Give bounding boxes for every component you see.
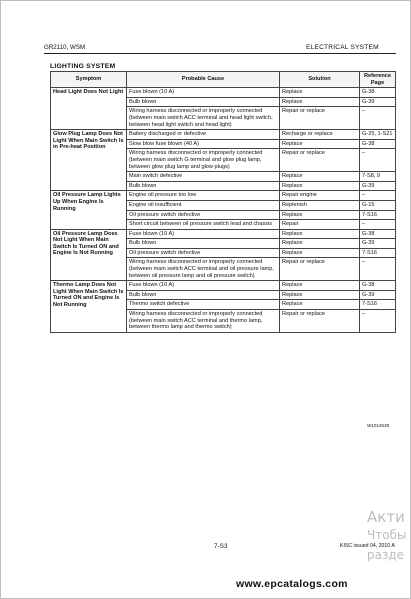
- solution-cell: Replace: [280, 210, 360, 220]
- reference-cell: –: [360, 220, 396, 230]
- symptom-cell: Oil Pressure Lamp Does Not Light When Main Switch Is Turned ON and Engine Is Not Running: [51, 229, 127, 281]
- section-title: LIGHTING SYSTEM: [50, 63, 116, 70]
- reference-cell: G-38: [360, 139, 396, 149]
- reference-cell: G-39: [360, 97, 396, 107]
- solution-cell: Replace: [280, 97, 360, 107]
- solution-cell: Repair or replace: [280, 258, 360, 281]
- table-row: [51, 229, 396, 239]
- cause-cell: Oil pressure switch defective: [127, 248, 280, 258]
- solution-cell: Replace: [280, 88, 360, 98]
- cause-cell: Battery discharged or defective: [127, 130, 280, 140]
- reference-cell: G-38: [360, 281, 396, 291]
- symptom-cell: Oil Pressure Lamp Lights Up When Engine Is Running: [51, 191, 127, 229]
- table-row: [51, 130, 396, 140]
- solution-cell: Recharge or replace: [280, 130, 360, 140]
- table-row: [51, 281, 396, 291]
- cause-cell: Bulb blown: [127, 181, 280, 191]
- header-section: ELECTRICAL SYSTEM: [306, 44, 379, 51]
- solution-cell: Replenish: [280, 200, 360, 210]
- cause-cell: Fuse blown (10 A): [127, 281, 280, 291]
- reference-cell: 7-S16: [360, 248, 396, 258]
- solution-cell: Replace: [280, 248, 360, 258]
- cause-cell: Bulb blown: [127, 97, 280, 107]
- watermark-line: разде: [367, 548, 405, 562]
- cause-cell: Bulb blown: [127, 290, 280, 300]
- reference-cell: –: [360, 107, 396, 130]
- table-header-row: [51, 72, 396, 88]
- col-header-reference: Reference Page: [360, 72, 396, 88]
- reference-cell: –: [360, 191, 396, 201]
- cause-cell: Engine oil pressure too low: [127, 191, 280, 201]
- solution-cell: Replace: [280, 139, 360, 149]
- reference-cell: G-25, 1-S21: [360, 130, 396, 140]
- reference-cell: G-39: [360, 239, 396, 249]
- troubleshooting-table: [50, 71, 396, 333]
- solution-cell: Replace: [280, 229, 360, 239]
- solution-cell: Repair or replace: [280, 107, 360, 130]
- cause-cell: Short circuit between oil pressure switch lead and chassis: [127, 220, 280, 230]
- issued-note: KISC issued 04, 2010 A: [340, 543, 395, 549]
- reference-cell: 7-S16: [360, 210, 396, 220]
- symptom-cell: Thermo Lamp Does Not Light When Main Switch Is Turned ON and Engine Is Not Running: [51, 281, 127, 333]
- reference-cell: G-39: [360, 181, 396, 191]
- watermark-line: Чтобы: [367, 528, 407, 542]
- cause-cell: Engine oil insufficient: [127, 200, 280, 210]
- col-header-cause: Probable Cause: [127, 72, 280, 88]
- cause-cell: Wiring harness disconnected or improperly connected (between main switch ACC terminal and head light switch, between head light switch and head light): [127, 107, 280, 130]
- solution-cell: Replace: [280, 181, 360, 191]
- cause-cell: Thermo switch defective: [127, 300, 280, 310]
- symptom-cell: Head Light Does Not Light: [51, 88, 127, 130]
- document-code: W1012630: [367, 423, 390, 428]
- reference-cell: G-38: [360, 88, 396, 98]
- solution-cell: Replace: [280, 239, 360, 249]
- cause-cell: Wiring harness disconnected or improperly connected (between main switch ACC terminal and thermo lamp, between thermo lamp and thermo switch): [127, 310, 280, 333]
- table-row: [51, 191, 396, 201]
- solution-cell: Repair engine: [280, 191, 360, 201]
- watermark-line: Акти: [367, 508, 405, 526]
- cause-cell: Bulb blown: [127, 239, 280, 249]
- header-model: GR2110, WSM: [44, 44, 86, 51]
- reference-cell: G-15: [360, 200, 396, 210]
- cause-cell: Oil pressure switch defective: [127, 210, 280, 220]
- solution-cell: Replace: [280, 172, 360, 182]
- solution-cell: Repair: [280, 220, 360, 230]
- reference-cell: –: [360, 258, 396, 281]
- reference-cell: –: [360, 310, 396, 333]
- reference-cell: G-39: [360, 290, 396, 300]
- page-number: 7-S3: [214, 543, 228, 550]
- cause-cell: Wiring harness disconnected or improperly connected (between main switch G terminal and glow plug lamp, between glow plug lamp and glow plugs): [127, 149, 280, 172]
- cause-cell: Fuse blown (10 A): [127, 229, 280, 239]
- reference-cell: 7-S16: [360, 300, 396, 310]
- solution-cell: Replace: [280, 281, 360, 291]
- solution-cell: Replace: [280, 300, 360, 310]
- reference-cell: 7-S8, 9: [360, 172, 396, 182]
- solution-cell: Replace: [280, 290, 360, 300]
- cause-cell: Fuse blown (10 A): [127, 88, 280, 98]
- header-rule: [44, 53, 396, 54]
- solution-cell: Repair or replace: [280, 149, 360, 172]
- col-header-solution: Solution: [280, 72, 360, 88]
- cause-cell: Wiring harness disconnected or improperly connected (between main switch ACC terminal and oil pressure lamp, between oil pressure lamp and oil pressure switch): [127, 258, 280, 281]
- cause-cell: Slow blow fuse blown (40 A): [127, 139, 280, 149]
- cause-cell: Main switch defective: [127, 172, 280, 182]
- symptom-cell: Glow Plug Lamp Does Not Light When Main Switch Is in Pre-heat Position: [51, 130, 127, 191]
- table-row: [51, 88, 396, 98]
- reference-cell: G-38: [360, 229, 396, 239]
- reference-cell: –: [360, 149, 396, 172]
- solution-cell: Repair or replace: [280, 310, 360, 333]
- site-link[interactable]: www.epcatalogs.com: [236, 578, 348, 590]
- col-header-symptom: Symptom: [51, 72, 127, 88]
